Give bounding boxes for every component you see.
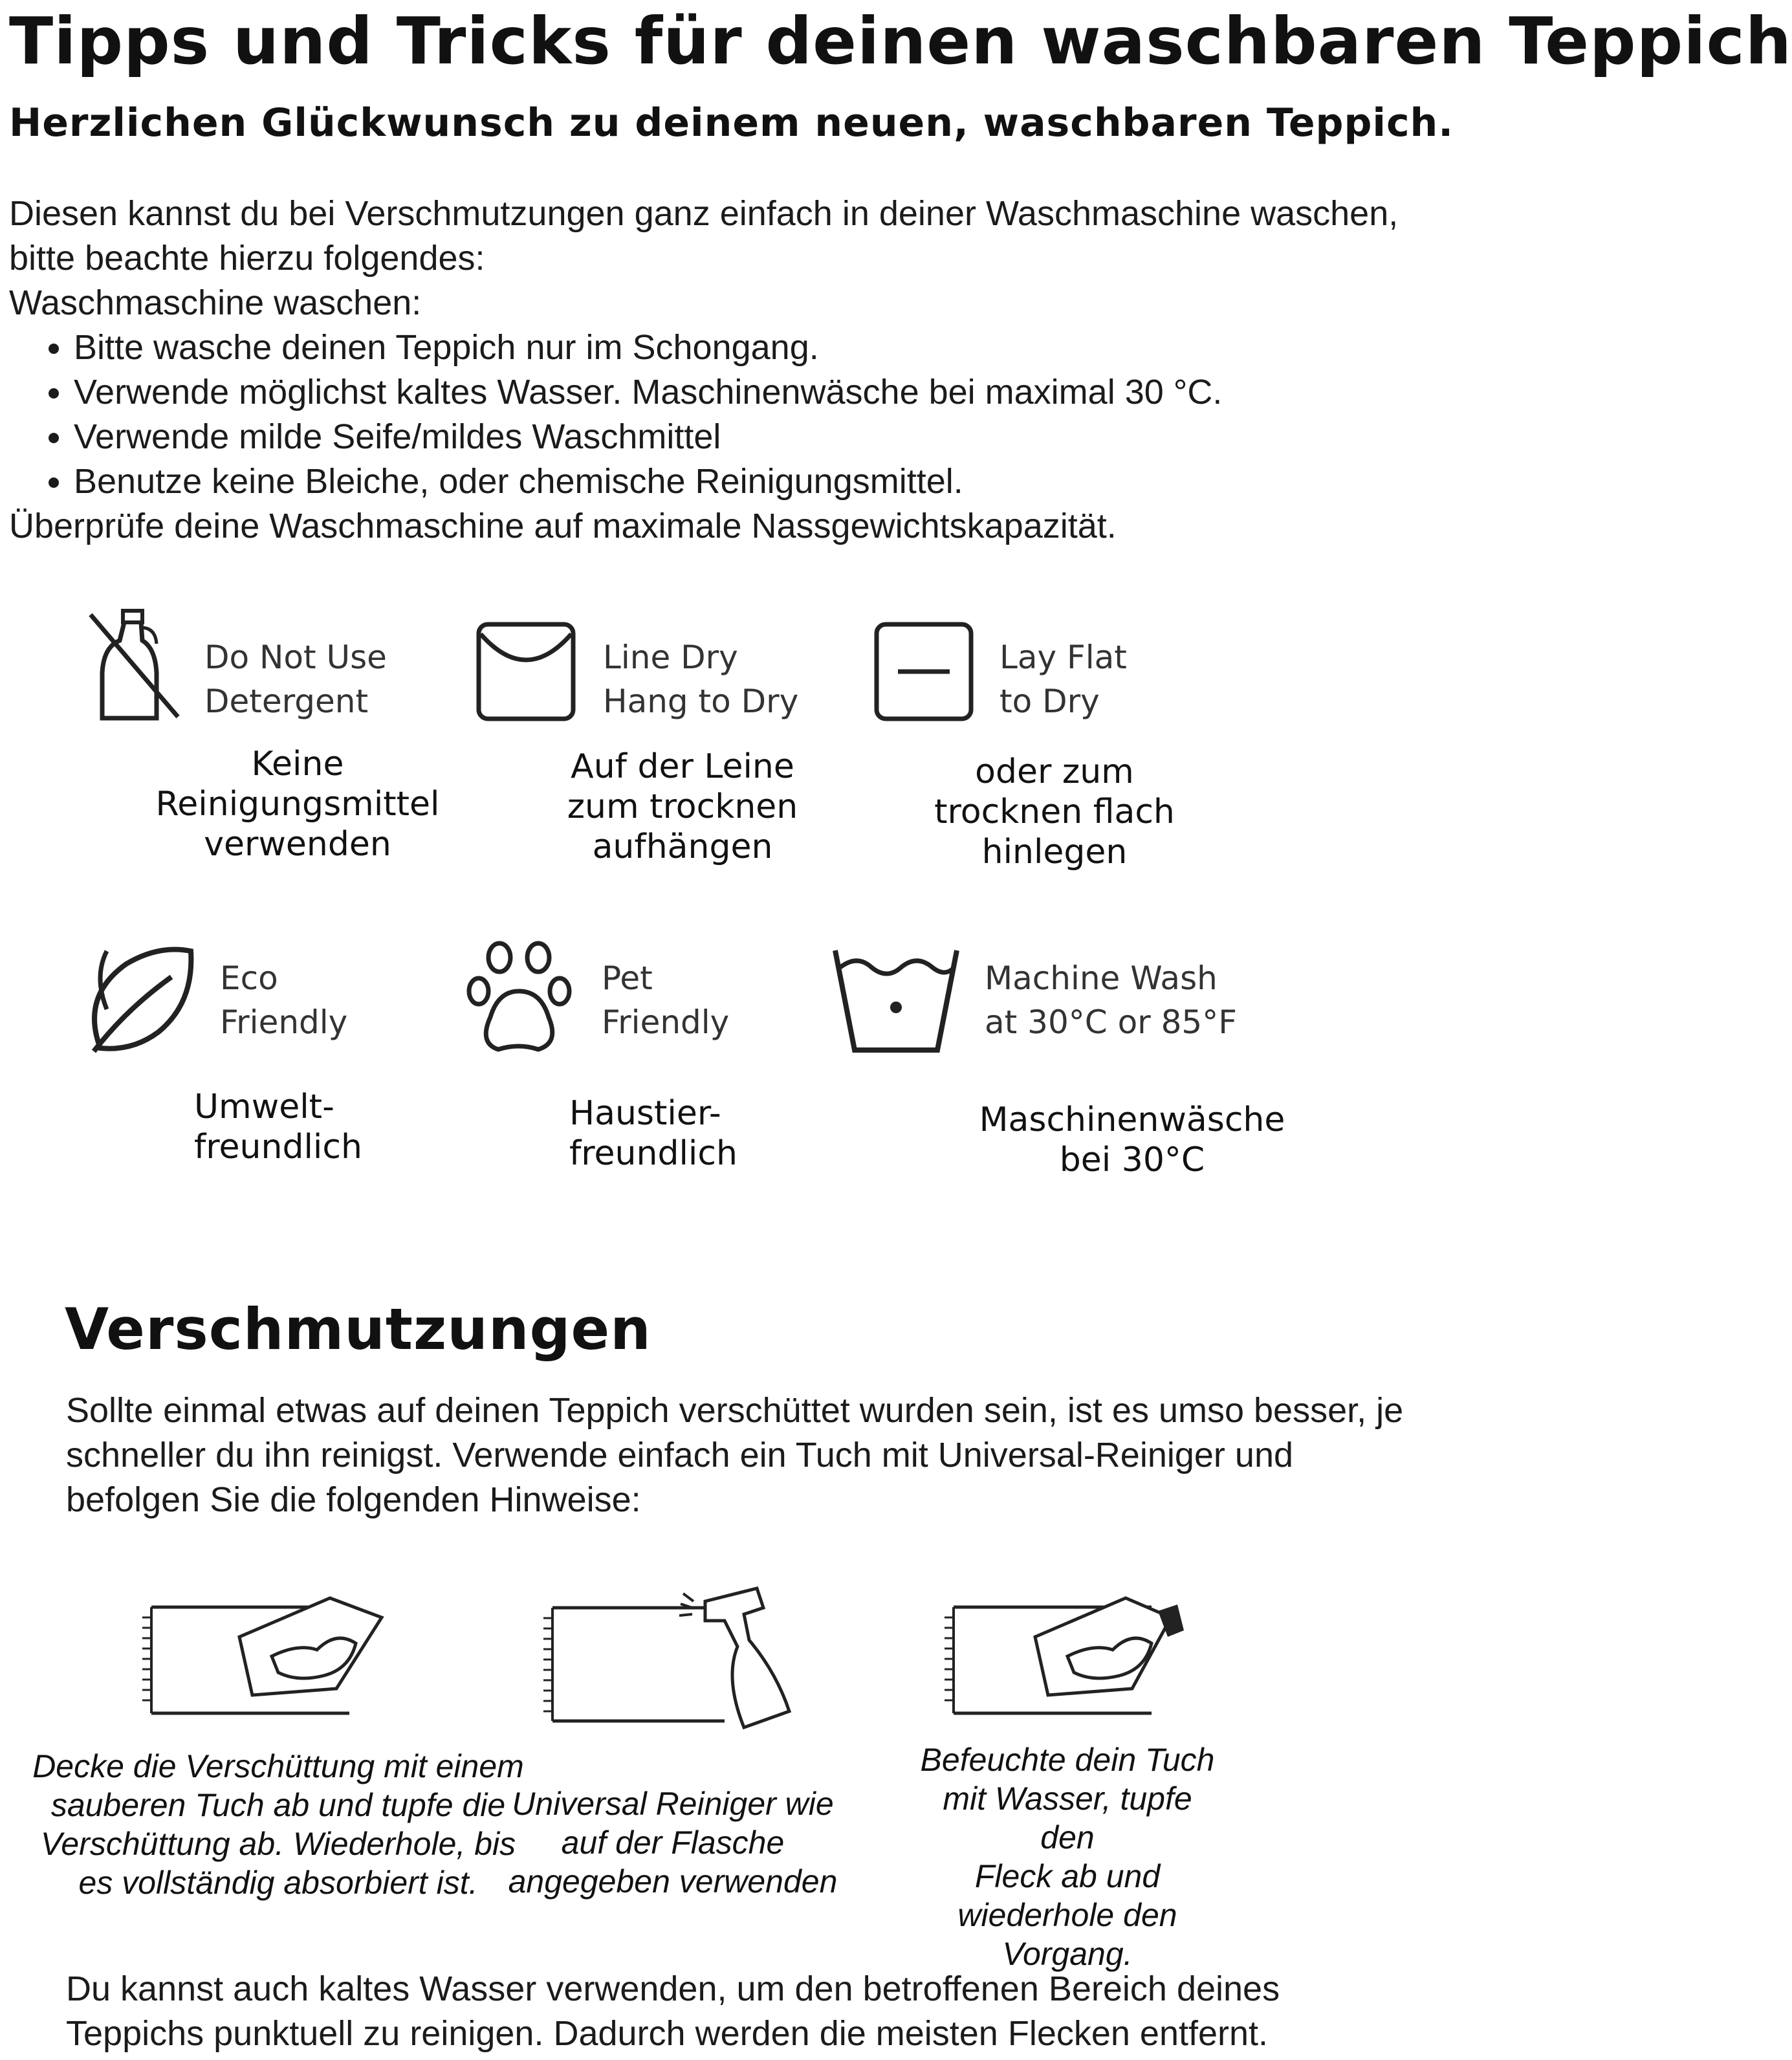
care-label-de: Umwelt- freundlich <box>194 1088 362 1167</box>
care-label-de: Haustier- freundlich <box>569 1094 738 1173</box>
footer-note: Du kannst auch kaltes Wasser verwenden, um den betroffenen Bereich deines Teppichs punktuell zu reinigen. Dadurch werden die meisten Flecken entfernt. <box>66 1969 1280 2053</box>
care-label-de: Maschinenwäsche bei 30°C <box>979 1101 1285 1179</box>
bullet-item: • Benutze keine Bleiche, oder chemische Reinigungsmittel. <box>74 459 1413 504</box>
wash-bullet-list <box>9 325 1413 504</box>
care-label-en: Line Dry Hang to Dry <box>603 639 799 720</box>
intro-line: Diesen kannst du bei Verschmutzungen ganz einfach in deiner Waschmaschine waschen, bitte beachte hierzu folgendes: <box>9 194 1399 278</box>
bullet-item: • Verwende milde Seife/mildes Waschmittel <box>74 415 1413 459</box>
page-subtitle: Herzlichen Glückwunsch zu deinem neuen, waschbaren Teppich. <box>9 100 1454 146</box>
paw-icon <box>466 939 573 1056</box>
wash-instructions <box>9 192 1413 549</box>
wet-cloth-icon <box>945 1592 1190 1721</box>
care-label-en: Do Not Use Detergent <box>204 639 387 720</box>
care-label-en: Eco Friendly <box>220 959 348 1041</box>
line-dry-icon <box>475 621 576 725</box>
care-label-de: Keine Reinigungsmittel verwenden <box>155 745 440 864</box>
cloth-blot-icon <box>142 1592 388 1721</box>
capacity-note: Überprüfe deine Waschmaschine auf maximale Nassgewichtskapazität. <box>9 507 1117 545</box>
care-label-de: Auf der Leine zum trocknen aufhängen <box>567 747 798 866</box>
wash-heading: Waschmaschine waschen: <box>9 283 422 322</box>
step-caption: Universal Reiniger wie auf der Flasche angegeben verwenden <box>508 1786 838 1900</box>
wash-30-icon <box>831 941 961 1058</box>
section-title: Verschmutzungen <box>65 1296 651 1363</box>
step-caption: Decke die Verschüttung mit einem sauberen Tuch ab und tupfe die Verschüttung ab. Wiederhole, bis es vollständig absorbiert ist. <box>32 1748 524 1901</box>
no-detergent-icon <box>84 608 188 725</box>
bullet-item: • Bitte wasche deinen Teppich nur im Schongang. <box>74 325 1413 370</box>
leaf-icon <box>87 938 197 1055</box>
care-label-en: Pet Friendly <box>602 959 730 1041</box>
spill-intro: Sollte einmal etwas auf deinen Teppich verschüttet wurden sein, ist es umso besser, je schneller du ihn reinigst. Verwende einfach ein Tuch mit Universal-Reiniger und befolgen Sie die folgenden Hinweise: <box>66 1391 1404 1519</box>
page-title: Tipps und Tricks für deinen waschbaren Teppich <box>9 3 1792 79</box>
bullet-item: • Verwende möglichst kaltes Wasser. Maschinenwäsche bei maximal 30 °C. <box>74 370 1413 415</box>
care-label-de: oder zum trocknen flach hinlegen <box>934 752 1175 871</box>
care-label-en: Machine Wash at 30°C or 85°F <box>985 959 1237 1041</box>
spray-bottle-icon <box>543 1582 802 1731</box>
step-caption: Befeuchte dein Tuch mit Wasser, tupfe den Fleck ab und wiederhole den Vorgang. <box>920 1742 1215 1972</box>
care-label-en: Lay Flat to Dry <box>1000 639 1127 720</box>
lay-flat-icon <box>873 621 974 725</box>
